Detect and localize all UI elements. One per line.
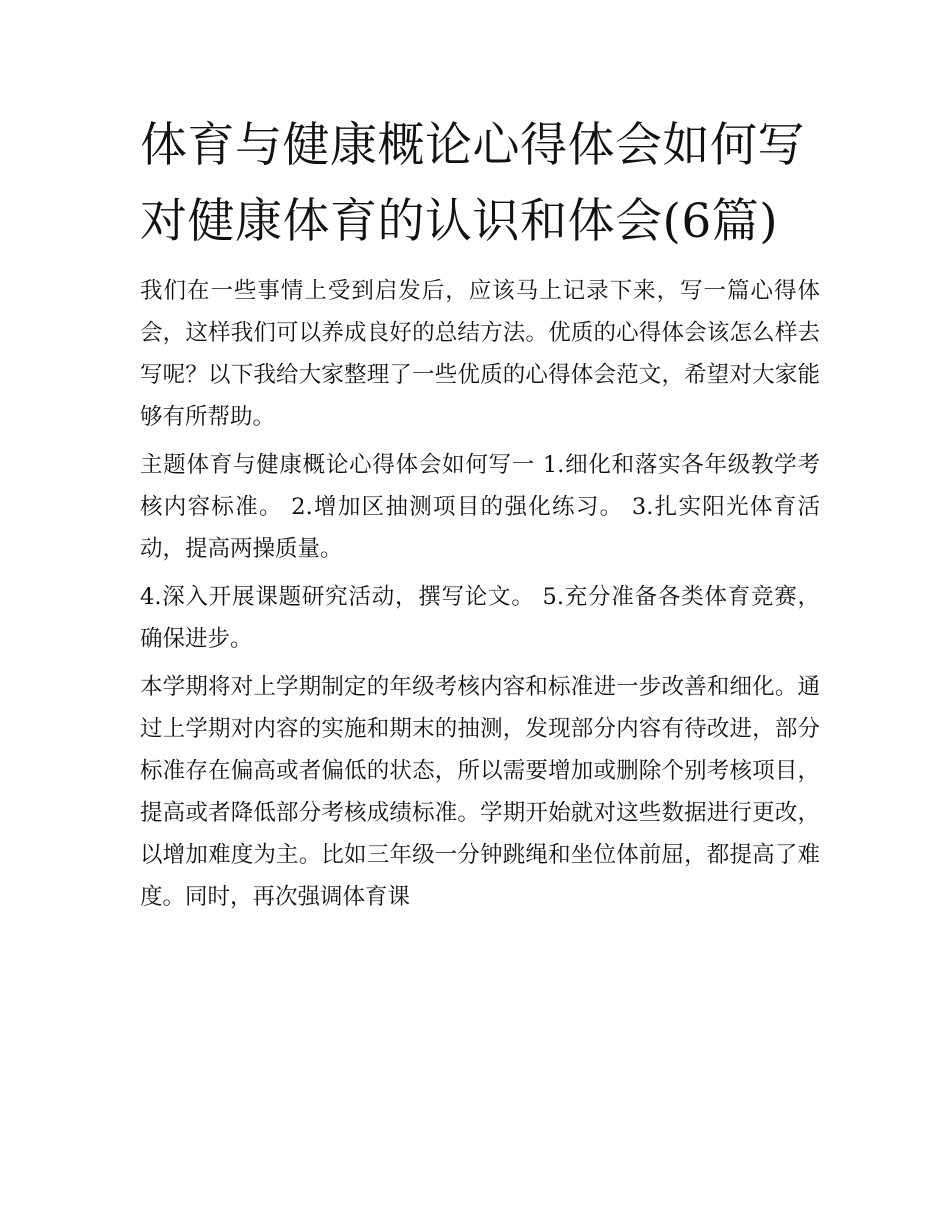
paragraph-assessment-details: 本学期将对上学期制定的年级考核内容和标准进一步改善和细化。通过上学期对内容的实施和期末的抽测，发现部分内容有待改进，部分标准存在偏高或者偏低的状态，所以需要增加或删除个别考核项目，提高或者降低部分考核成绩标准。学期开始就对这些数据进行更改，以增加难度为主。比如三年级一分钟跳绳和坐位体前屈，都提高了难度。同时，再次强调体育课 bbox=[140, 674, 820, 910]
paragraph-intro: 我们在一些事情上受到启发后，应该马上记录下来，写一篇心得体会，这样我们可以养成良好的总结方法。优质的心得体会该怎么样去写呢？以下我给大家整理了一些优质的心得体会范文，希望对大家能够有所帮助。 bbox=[140, 278, 820, 430]
document-title: 体育与健康概论心得体会如何写 对健康体育的认识和体会(6篇) bbox=[140, 118, 805, 249]
paragraph-plan-items-1-3: 主题体育与健康概论心得体会如何写一 1.细化和落实各年级教学考核内容标准。 2.增加区抽测项目的强化练习。 3.扎实阳光体育活动，提高两操质量。 bbox=[140, 452, 820, 562]
paragraph-plan-items-4-5: 4.深入开展课题研究活动，撰写论文。 5.充分准备各类体育竞赛，确保进步。 bbox=[140, 584, 820, 652]
document-page bbox=[140, 108, 820, 918]
